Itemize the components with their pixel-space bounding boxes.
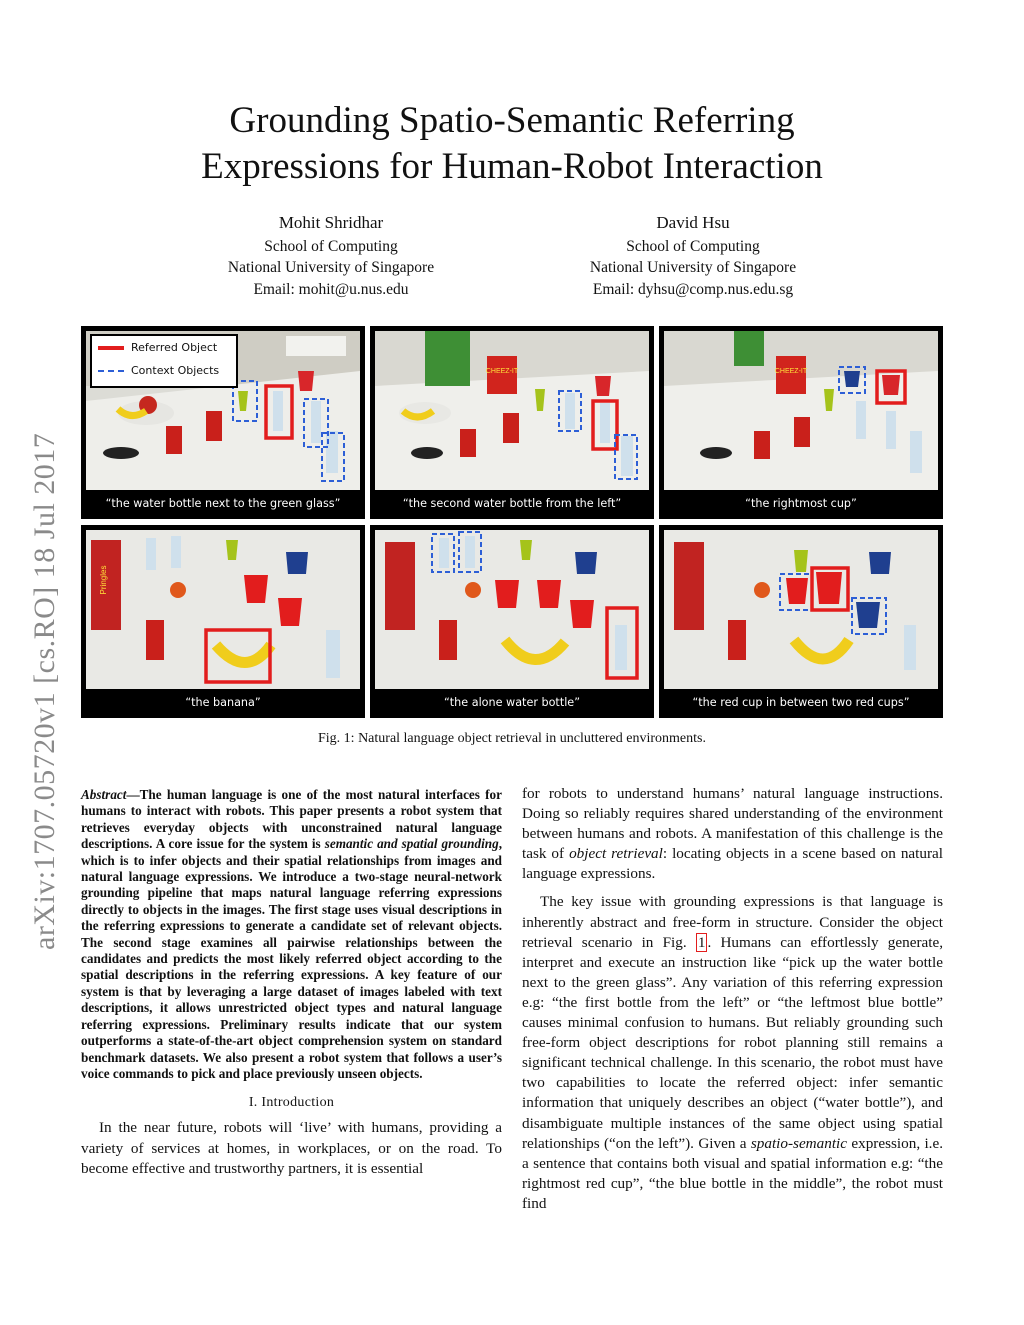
legend-referred-label: Referred Object [131, 341, 218, 354]
author-dept: School of Computing [626, 237, 760, 255]
author-block-1 [181, 212, 481, 300]
figure-panel-4 [81, 525, 365, 718]
text-run: . Humans can effortlessly generate, interpret and execute an instruction like “pick up the water bottle next to the green glass”. Any variation of this referring expression e.g: “the first bottle from the left” or “the leftmost blue bottle” causes minimal confusion to humans. But reliably grounding such free-form object descriptions for robot planning still remains a significant technical challenge. In this scenario, the robot must have two capabilities to locate the referred object: infer semantic information that uniquely describes an object (“water bottle”), and disambiguate multiple instances of the same object using spatial relationships (“on the left”). Given a [522, 933, 944, 1152]
right-paragraph-1 [522, 784, 943, 884]
figure-panel-2 [370, 326, 654, 519]
arxiv-side-stamp: arXiv:1707.05720v1 [cs.RO] 18 Jul 2017 [28, 432, 61, 950]
emphasis: spatio-semantic [750, 1134, 848, 1152]
title-line-1: Grounding Spatio-Semantic Referring [229, 100, 795, 141]
figure-panel-1 [81, 326, 365, 519]
panel-caption: “the banana” [185, 696, 261, 709]
pringles-label: Pringles [99, 565, 108, 595]
paragraph-gap [522, 884, 943, 892]
panel-caption: “the red cup in between two red cups” [692, 696, 910, 709]
figure-1 [81, 326, 943, 718]
scene-image-2 [375, 331, 649, 490]
scene-image-4 [86, 530, 360, 689]
author-univ: National University of Singapore [589, 259, 797, 276]
abstract-lead: Abstract [81, 787, 127, 802]
legend-context-label: Context Objects [131, 364, 220, 377]
cheezit-box-label: CHEEZ-IT [774, 368, 808, 375]
panel-caption: “the second water bottle from the left” [402, 497, 622, 510]
figure-legend [90, 334, 238, 388]
figure-panel-3 [659, 326, 943, 519]
author-dept: School of Computing [264, 237, 398, 255]
panel-caption: “the rightmost cup” [745, 497, 857, 510]
author-email: Email: dyhsu@comp.nus.edu.sg [592, 280, 794, 298]
abstract [81, 787, 502, 1082]
section-heading: I. Introduction [248, 1095, 335, 1111]
figure-reference-link[interactable]: 1 [697, 933, 706, 951]
scene-image-6 [664, 530, 938, 689]
right-column [522, 784, 943, 1214]
scene-image-3 [664, 331, 938, 490]
scene-image-5 [375, 530, 649, 689]
referred-swatch [98, 346, 124, 350]
text-run: for robots to understand humans’ natural language instructions. Doing so reliably requires shared understanding of the environment between humans and robots. A manifestation of this challenge is the task of [522, 785, 943, 863]
author-email: Email: mohit@u.nus.edu [253, 280, 409, 298]
author-name: David Hsu [656, 213, 730, 232]
title-line-2: Expressions for Human-Robot Interaction [201, 146, 823, 187]
text-run: The key issue with grounding expressions is that language is inherently abstract and free-form in structure. Consider the object retrieval scenario in Fig. [522, 893, 943, 951]
text-run: : locating objects in a scene based on natural language expressions. [522, 845, 943, 883]
abstract-text-2: , which is to infer objects and their spatial relationships from images and natural language expressions. We introduce a two-stage neural-network grounding pipeline that maps natural language referring expressions directly to objects in the images. The first stage uses visual descriptions in the referring expressions to generate a candidate set of relevant objects. The second stage examines all pairwise relationships between the candidates and predicts the most likely referred object according to the spatial descriptions in the referring expressions. A key feature of our system is that by leveraging a large dataset of images labeled with text descriptions, it allows unrestricted object types and natural language referring expressions. Preliminary results indicate that our system outperforms a state-of-the-art object comprehension system on standard benchmark datasets. We also present a robot system that follows a user’s voice commands to pick and place previously unseen objects. [81, 836, 502, 1081]
figure-caption: Fig. 1: Natural language object retrieval in uncluttered environments. [318, 731, 706, 746]
context-swatch [98, 370, 124, 372]
legend-context [98, 362, 219, 380]
author-name: Mohit Shridhar [278, 213, 384, 232]
figure-panel-5 [370, 525, 654, 718]
emphasis: object retrieval [569, 845, 663, 863]
panel-caption: “the alone water bottle” [444, 696, 580, 709]
abstract-text: —The human language is one of the most natural interfaces for humans to interact with robots. This paper presents a robot system that retrieves everyday objects with unconstrained natural language descriptions. A core issue for the system is [81, 787, 502, 852]
author-univ: National University of Singapore [227, 259, 435, 276]
left-column [81, 787, 502, 1179]
panel-caption: “the water bottle next to the green glass” [105, 497, 341, 510]
figure-panel-6 [659, 525, 943, 718]
right-paragraph-2 [522, 892, 943, 1214]
cheezit-box-label: CHEEZ-IT [485, 368, 519, 375]
legend-referred [98, 339, 217, 357]
text-run: expression, i.e. a sentence that contains both visual and spatial information e.g: “the rightmost red cup”, “the blue bottle in the middle”, the robot must find [522, 1134, 944, 1212]
author-block-2 [543, 212, 843, 300]
abstract-em: semantic and spatial grounding [324, 836, 499, 852]
paper-title [0, 98, 1024, 190]
intro-paragraph: In the near future, robots will ‘live’ with humans, providing a variety of services at homes, in workplaces, or on the road. To become effective and trustworthy partners, it is essential [81, 1119, 502, 1177]
